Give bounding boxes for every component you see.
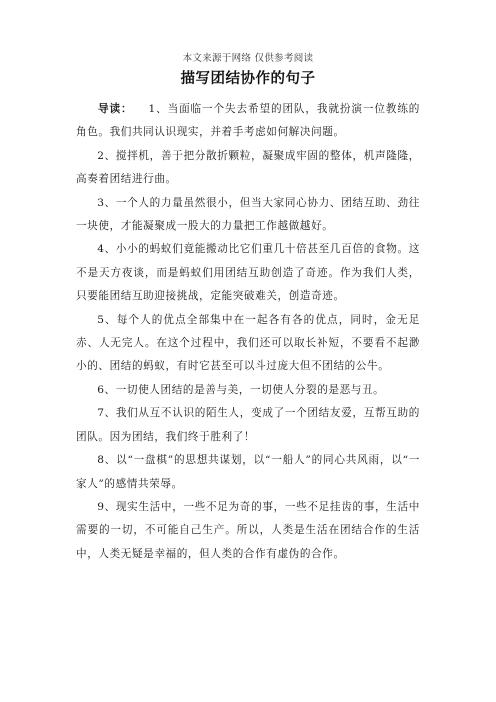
intro-label: 导读： <box>98 103 133 115</box>
paragraph-6: 6、一切使人团结的是善与美，一切使人分裂的是恶与丑。 <box>97 383 385 396</box>
intro-text: 1、当面临一个失去希望的团队，我就扮演一位教练的角色。我们共同认识现实，并着手考虑如何解决问题。 <box>76 103 420 139</box>
paragraph-3: 3、一个人的力量虽然很小，但当大家同心协力、团结互助、劲往一块使，才能凝聚成一股大的力量把工作越做越好。 <box>76 196 420 233</box>
source-note: 本文来源于网络 仅供参考阅读 <box>182 53 314 64</box>
paragraph-5: 5、每个人的优点全部集中在一起各有各的优点，同时，金无足赤、人无完人。在这个过程中，我们还可以取长补短，不要看不起渺小的、团结的蚂蚁，有时它甚至可以斗过庞大但不团结的公牛。 <box>76 313 420 373</box>
paragraph-2: 2、搅拌机，善于把分散折颗粒，凝聚成牢固的整体，机声隆隆，高奏着团结进行曲。 <box>76 149 420 186</box>
intro-paragraph <box>76 98 420 145</box>
paragraph-8: 8、以“一盘棋”的思想共谋划，以“一船人”的同心共风雨，以“一家人”的感情共荣辱。 <box>76 454 420 490</box>
article-body <box>76 98 420 566</box>
paragraph-9: 9、现实生活中，一些不足为奇的事，一些不足挂齿的事，生活中需要的一切，不可能自己生产。所以，人类是生活在团结合作的生活中，人类无疑是幸福的，但人类的合作有虚伪的合作。 <box>76 500 420 560</box>
paragraph-4: 4、小小的蚂蚁们竟能搬动比它们重几十倍甚至几百倍的食物。这不是天方夜谈，而是蚂蚁们用团结互助创造了奇迹。作为我们人类，只要能团结互助迎接挑战，定能突破难关，创造奇迹。 <box>76 243 420 303</box>
paragraph-7: 7、我们从互不认识的陌生人，变成了一个团结友爱，互帮互助的团队。因为团结，我们终于胜利了！ <box>76 407 420 443</box>
page-title: 描写团结协作的句子 <box>180 70 316 87</box>
